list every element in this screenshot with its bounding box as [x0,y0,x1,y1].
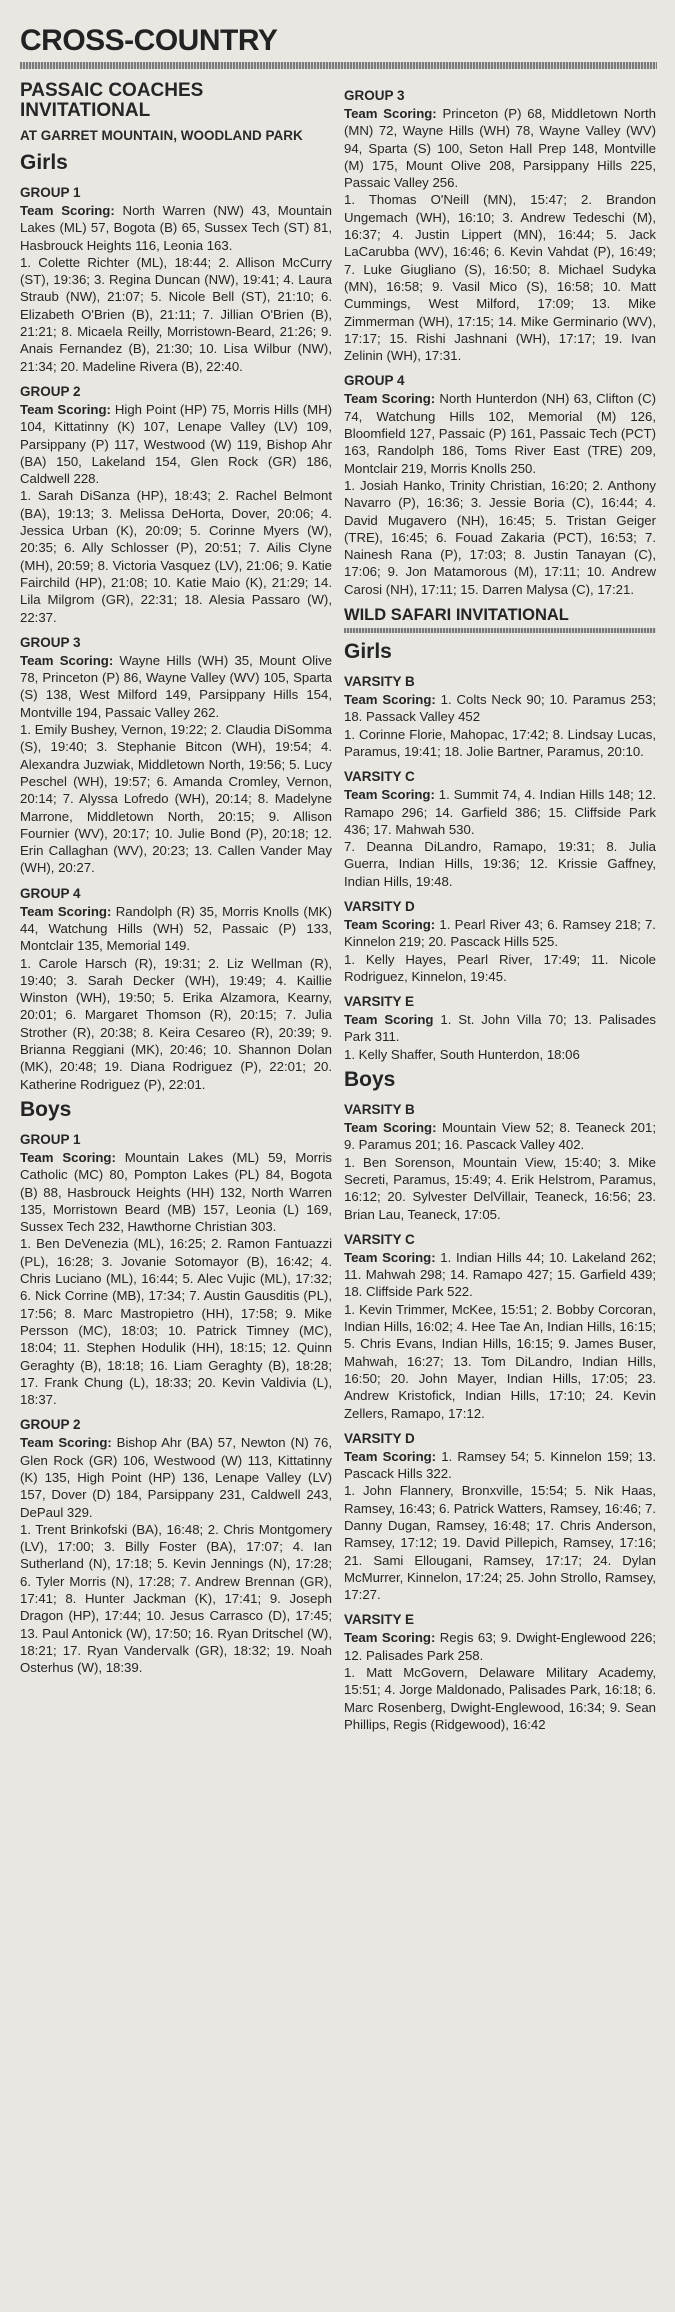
team-scoring-text: 1. Summit 74, 4. Indian Hills 148; 12. Ramapo 296; 14. Garfield 386; 15. Cliffside Park 436; 17. Mahwah 530. [344,787,656,837]
ws-boys-varsity-e [344,1611,656,1733]
team-scoring-text: High Point (HP) 75, Morris Hills (MH) 104, Kittatinny (K) 107, Lenape Valley (LV) 109, Parsippany (P) 117, Westwood (W) 119, Bishop Ahr (BA) 150, Lakeland 154, Glen Rock (GR) 186, Caldwell 228. [20,401,332,487]
meet-title-passaic: PASSAIC COACHES INVITATIONAL [20,80,204,121]
individual-results: 1. John Flannery, Bronxville, 15:54; 5. Nik Haas, Ramsey, 16:43; 6. Patrick Watters, Ramsey, 16:46; 7. Danny Dugan, Ramsey, 16:48; 17. Chris Anderson, Ramsey, 17:12; 19. David Pillepich, Ramsey, 17:16; 21. Sami Ellougani, Ramsey, 17:17; 24. Dylan McMurrer, Kinnelon, 17:24; 25. John Strollo, Ramsey, 17:27. [344,1483,656,1603]
team-scoring-text: Wayne Hills (WH) 35, Mount Olive 78, Princeton (P) 86, Wayne Valley (WV) 105, Sparta (S) 138, West Milford 149, Parsippany Hills 154, Montville 194, Passaic Valley 262. [20,652,332,720]
team-scoring [344,1629,656,1664]
team-scoring-label: Team Scoring: [344,1448,437,1464]
individual-results: 1. Kevin Trimmer, McKee, 15:51; 2. Bobby Corcoran, Indian Hills, 16:02; 4. Hee Tae An, Indian Hills, 16:15; 5. Chris Evans, Indian Hills, 16:15; 9. James Buser, Mahwah, 16:27; 13. Tom DiLandro, Indian Hills, 16:50; 20. John Mayer, Indian Hills, 17:05; 23. Andrew Kristofick, Indian Hills, 17:10; 24. Kevin Zellers, Ramapo, 17:12. [344,1301,656,1421]
team-scoring [344,916,656,951]
team-scoring-text: Bishop Ahr (BA) 57, Newton (N) 76, Glen Rock (GR) 106, Westwood (W) 113, Kittatinny (K) 135, High Point (HP) 136, Lenape Valley (LV) 157, Dover (D) 184, Parsippany 231, Caldwell 243, DePaul 329. [20,1435,332,1520]
individual-results: 1. Matt McGovern, Delaware Military Academy, 15:51; 4. Jorge Maldonado, Palisades Park, 16:18; 6. Marc Rosenberg, Dwight-Englewood, 16:34; 9. Sean Phillips, Regis (Ridgewood), 16:42 [344,1665,656,1732]
team-scoring [20,1149,332,1235]
ws-girls-varsity-d [344,898,656,985]
team-scoring [344,1011,656,1046]
individual-results: 1. Sarah DiSanza (HP), 18:43; 2. Rachel Belmont (BA), 19:13; 3. Melissa DeHorta, Dover, 20:06; 4. Jessica Urban (K), 20:09; 5. Corinne Myers (W), 20:35; 6. Ally Schlosser (P), 20:51; 7. Ailis Clyne (MH), 20:59; 8. Victoria Vasquez (LV), 21:06; 9. Katie Fairchild (HP), 21:08; 10. Katie Maio (K), 21:29; 14. Lila Milgrom (GR), 22:31; 18. Alesia Passaro (W), 22:37. [20,488,332,625]
columns [20,79,657,1733]
team-scoring-text: Regis 63; 9. Dwight-Englewood 226; 12. Palisades Park 258. [344,1630,656,1663]
team-scoring-label: Team Scoring: [344,391,436,407]
girls-heading: Girls [20,151,68,174]
group-head: VARSITY B [344,1102,415,1118]
team-scoring [344,390,656,476]
team-scoring-label: Team Scoring: [344,916,436,932]
team-scoring-text: Randolph (R) 35, Morris Knolls (MK) 44, Watchung Hills (WH) 52, Passaic (P) 133, Montclair 135, Memorial 149. [20,903,332,954]
individual-results: 1. Thomas O'Neill (MN), 15:47; 2. Brandon Ungemach (WH), 16:10; 3. Andrew Tedeschi (M), 16:37; 4. Justin Lippert (MN), 16:44; 5. Jack LaCarubba (WV), 16:46; 6. Kevin Vahdat (P), 16:49; 7. Luke Giugliano (S), 16:50; 8. Michael Sudyka (MN), 16:58; 9. Vasil Mico (S), 16:58; 10. Matt Cummings, West Milford, 17:09; 13. Mike Zimmerman (WH), 17:15; 14. Mike Germinario (WV), 17:17; 15. Rishi Jashnani (WH), 17:17; 19. Ivan Zelinin (WH), 17:31. [344,192,656,364]
individual-results: 1. Josiah Hanko, Trinity Christian, 16:20; 2. Anthony Navarro (P), 16:36; 3. Jessie Boria (C), 16:44; 4. David Mugavero (NH), 16:45; 5. Tristan Geiger (TRE), 16:45; 6. Fouad Zakaria (PCT), 16:53; 7. Nainesh Rana (P), 17:03; 8. Justin Tanayan (C), 17:06; 9. Jon Matamorous (M), 17:11; 10. Andrew Carosi (NH), 17:11; 15. Darren Malysa (C), 17:21. [344,477,656,597]
team-scoring [344,1249,656,1301]
team-scoring-text: 1. Pearl River 43; 6. Ramsey 218; 7. Kinnelon 219; 20. Pascack Hills 525. [344,916,656,950]
ws-girls-varsity-c [344,768,656,890]
ws-girls-varsity-b [344,673,656,760]
team-scoring-text: Mountain Lakes (ML) 59, Morris Catholic (MC) 80, Pompton Lakes (PL) 84, Bogota (B) 88, Hasbrouck Heights (HH) 132, North Warren 135, Morristown Beard (MB) 157, Leonia (L) 169, Sussex Tech 232, Hawthorne Christian 303. [20,1149,332,1235]
team-scoring [344,1448,656,1483]
group-head: VARSITY C [344,769,415,785]
team-scoring-text: North Warren (NW) 43, Mountain Lakes (ML) 57, Bogota (B) 65, Sussex Tech (ST) 81, Hasbrouck Heights 116, Leonia 163. [20,203,332,253]
ws-boys-varsity-b [344,1101,656,1223]
group-head: VARSITY C [344,1231,415,1247]
team-scoring [344,691,656,726]
boys-group-1 [20,1131,332,1408]
team-scoring-label: Team Scoring: [20,1149,116,1165]
group-head: GROUP 2 [20,1417,81,1433]
group-head: GROUP 3 [344,88,405,103]
team-scoring-text: 1. Colts Neck 90; 10. Paramus 253; 18. Passack Valley 452 [344,692,656,725]
group-head: GROUP 3 [20,634,81,650]
group-head: VARSITY D [344,898,415,914]
group-head: GROUP 4 [20,885,81,901]
group-head: VARSITY B [344,674,415,690]
girls-heading: Girls [344,640,392,664]
team-scoring-text: Mountain View 52; 8. Teaneck 201; 9. Paramus 201; 16. Pascack Valley 402. [344,1120,656,1153]
team-scoring-label: Team Scoring: [20,903,112,919]
group-head: VARSITY E [344,994,415,1010]
boys-group-2 [20,1416,332,1676]
group-head: GROUP 4 [344,373,405,389]
individual-results: 1. Emily Bushey, Vernon, 19:22; 2. Claudia DiSomma (S), 19:40; 3. Stephanie Bitcon (WH), 19:54; 4. Alexandra Juzwiak, Middletown North, 19:56; 5. Lucy Peschel (WH), 19:57; 6. Amanda Cromley, Vernon, 20:14; 7. Alyssa Lofredo (WH), 20:14; 8. Madelyne Marrone, Middletown North, 20:15; 9. Allison Fournier (WV), 20:17; 10. Julie Bond (P), 20:18; 12. Erin Callaghan (WV), 20:23; 13. Callen Vander May (WH), 20:27. [20,722,332,876]
team-scoring [20,202,332,254]
ws-boys-varsity-c [344,1231,656,1422]
right-column [344,79,656,1733]
team-scoring-label: Team Scoring: [20,652,114,668]
team-scoring [20,401,332,487]
team-scoring-label: Team Scoring: [20,401,111,417]
boys-heading: Boys [344,1068,396,1092]
team-scoring-label: Team Scoring [344,1012,434,1028]
team-scoring-label: Team Scoring: [344,1630,436,1646]
individual-results: 7. Deanna DiLandro, Ramapo, 19:31; 8. Julia Guerra, Indian Hills, 19:36; 12. Krissie Gaffney, Indian Hills, 19:48. [344,839,656,889]
team-scoring [344,105,656,191]
individual-results: 1. Ben Sorenson, Mountain View, 15:40; 3. Mike Secreti, Paramus, 15:49; 4. Erik Helstrom, Paramus, 16:12; 20. Sylvester DelVillair, Teaneck, 16:56; 23. Brian Lau, Teaneck, 17:05. [344,1154,656,1222]
title-rule [20,62,657,69]
team-scoring-text: North Hunterdon (NH) 63, Clifton (C) 74, Watchung Hills 102, Memorial (M) 126, Bloomfield 127, Passaic (P) 161, Passaic Tech (PCT) 163, Randolph 186, Toms River East (TRE) 209, Montclair 219, Morris Knolls 250. [344,391,656,476]
venue: AT GARRET MOUNTAIN, WOODLAND PARK [20,128,303,143]
team-scoring-label: Team Scoring: [344,787,435,803]
girls-group-1 [20,184,332,375]
team-scoring [344,786,656,838]
group-head: VARSITY D [344,1430,415,1446]
team-scoring-text: 1. Indian Hills 44; 10. Lakeland 262; 11. Mahwah 298; 14. Ramapo 427; 15. Garfield 439; 18. Cliffside Park 522. [344,1249,656,1300]
team-scoring-text: Princeton (P) 68, Middletown North (MN) 72, Wayne Hills (WH) 78, Wayne Valley (WV) 94, Sparta (S) 100, Seton Hall Prep 148, Montville (M) 175, Mount Olive 208, Parsippany Hills 225, Passaic Valley 256. [344,106,656,191]
ws-girls-varsity-e [344,993,656,1063]
individual-results: 1. Kelly Shaffer, South Hunterdon, 18:06 [344,1046,580,1062]
individual-results: 1. Trent Brinkofski (BA), 16:48; 2. Chris Montgomery (LV), 17:00; 3. Billy Foster (BA), 17:07; 4. Ian Sutherland (N), 17:18; 5. Kevin Jennings (N), 17:28; 6. Tyler Morris (N), 17:28; 7. Andrew Brennan (GR), 17:41; 8. Hunter Jackman (K), 17:41; 9. Joseph Dragon (HP), 17:44; 10. Jesus Carrasco (D), 17:45; 13. Paul Antonick (W), 17:50; 16. Ryan Dritschel (W), 18:21; 17. Ryan Vandervalk (GR), 18:32; 19. Noah Osterhus (W), 18:39. [20,1521,332,1676]
team-scoring [20,1434,332,1520]
team-scoring-text: 1. St. John Villa 70; 13. Palisades Park 311. [344,1012,656,1045]
team-scoring-label: Team Scoring: [344,106,437,121]
individual-results: 1. Colette Richter (ML), 18:44; 2. Allison McCurry (ST), 19:36; 3. Regina Duncan (NW), 19:41; 4. Laura Straub (NW), 21:07; 5. Nicole Bell (ST), 21:10; 6. Elizabeth O'Brien (B), 21:11; 7. Jillian O'Brien (B), 21:21; 8. Micaela Reilly, Morristown-Beard, 21:26; 9. Anais Fernandez (B), 21:30; 10. Lisa Wilbur (NW), 21:34; 20. Madeline Rivera (B), 22:40. [20,254,332,374]
group-head: VARSITY E [344,1612,415,1628]
team-scoring [20,652,332,721]
team-scoring-label: Team Scoring: [344,692,436,708]
team-scoring-label: Team Scoring: [20,1435,112,1451]
team-scoring [344,1119,656,1154]
team-scoring-text: 1. Ramsey 54; 5. Kinnelon 159; 13. Pascack Hills 322. [344,1448,656,1482]
girls-group-2 [20,383,332,626]
section-title: CROSS-COUNTRY [20,24,278,57]
girls-group-4 [20,885,332,1093]
boys-group-4 [344,372,656,598]
team-scoring [20,903,332,955]
left-column [20,79,332,1733]
team-scoring-label: Team Scoring: [344,1120,437,1136]
individual-results: 1. Corinne Florie, Mahopac, 17:42; 8. Lindsay Lucas, Paramus, 19:41; 18. Jolie Bartner, Paramus, 20:10. [344,726,656,759]
ws-boys-varsity-d [344,1430,656,1604]
individual-results: 1. Kelly Hayes, Pearl River, 17:49; 11. Nicole Rodriguez, Kinnelon, 19:45. [344,951,656,984]
boys-heading: Boys [20,1097,72,1121]
group-head: GROUP 2 [20,383,81,399]
meet-title-wild-safari: WILD SAFARI INVITATIONAL [344,606,569,625]
team-scoring-label: Team Scoring: [20,203,115,218]
individual-results: 1. Ben DeVenezia (ML), 16:25; 2. Ramon Fantuazzi (PL), 16:28; 3. Jovanie Sotomayor (B), 16:42; 4. Chris Luciano (ML), 16:44; 5. Alec Vujic (ML), 17:32; 6. Nick Corrine (MB), 17:34; 7. Austin Gausditis (PL), 17:56; 8. Marc Mastropietro (HH), 17:58; 9. Mike Persson (MC), 18:03; 10. Patrick Timney (MC), 18:04; 11. Stephen Hodulik (HH), 18:15; 12. Quinn Geraghty (B), 18:18; 16. Liam Geraghty (B), 18:28; 17. Frank Chung (L), 18:33; 20. Kevin Valdivia (L), 18:37. [20,1236,332,1408]
boys-group-3 [344,87,656,364]
girls-group-3 [20,634,332,877]
group-head: GROUP 1 [20,1131,81,1147]
wild-safari-rule [344,628,656,633]
individual-results: 1. Carole Harsch (R), 19:31; 2. Liz Wellman (R), 19:40; 3. Sarah Decker (WH), 19:49; 4. Kaillie Winston (WH), 19:50; 5. Erika Alzamora, Kearny, 20:01; 6. Margaret Thomson (R), 20:15; 7. Julia Strother (R), 20:38; 8. Keira Cesareo (R), 20:39; 9. Brianna Reggiani (MK), 20:46; 10. Shannon Dolan (MK), 20:48; 19. Diana Rodriguez (P), 22:01; 20. Katherine Rodriguez (P), 22:01. [20,955,332,1092]
team-scoring-label: Team Scoring: [344,1249,436,1265]
group-head: GROUP 1 [20,185,81,200]
